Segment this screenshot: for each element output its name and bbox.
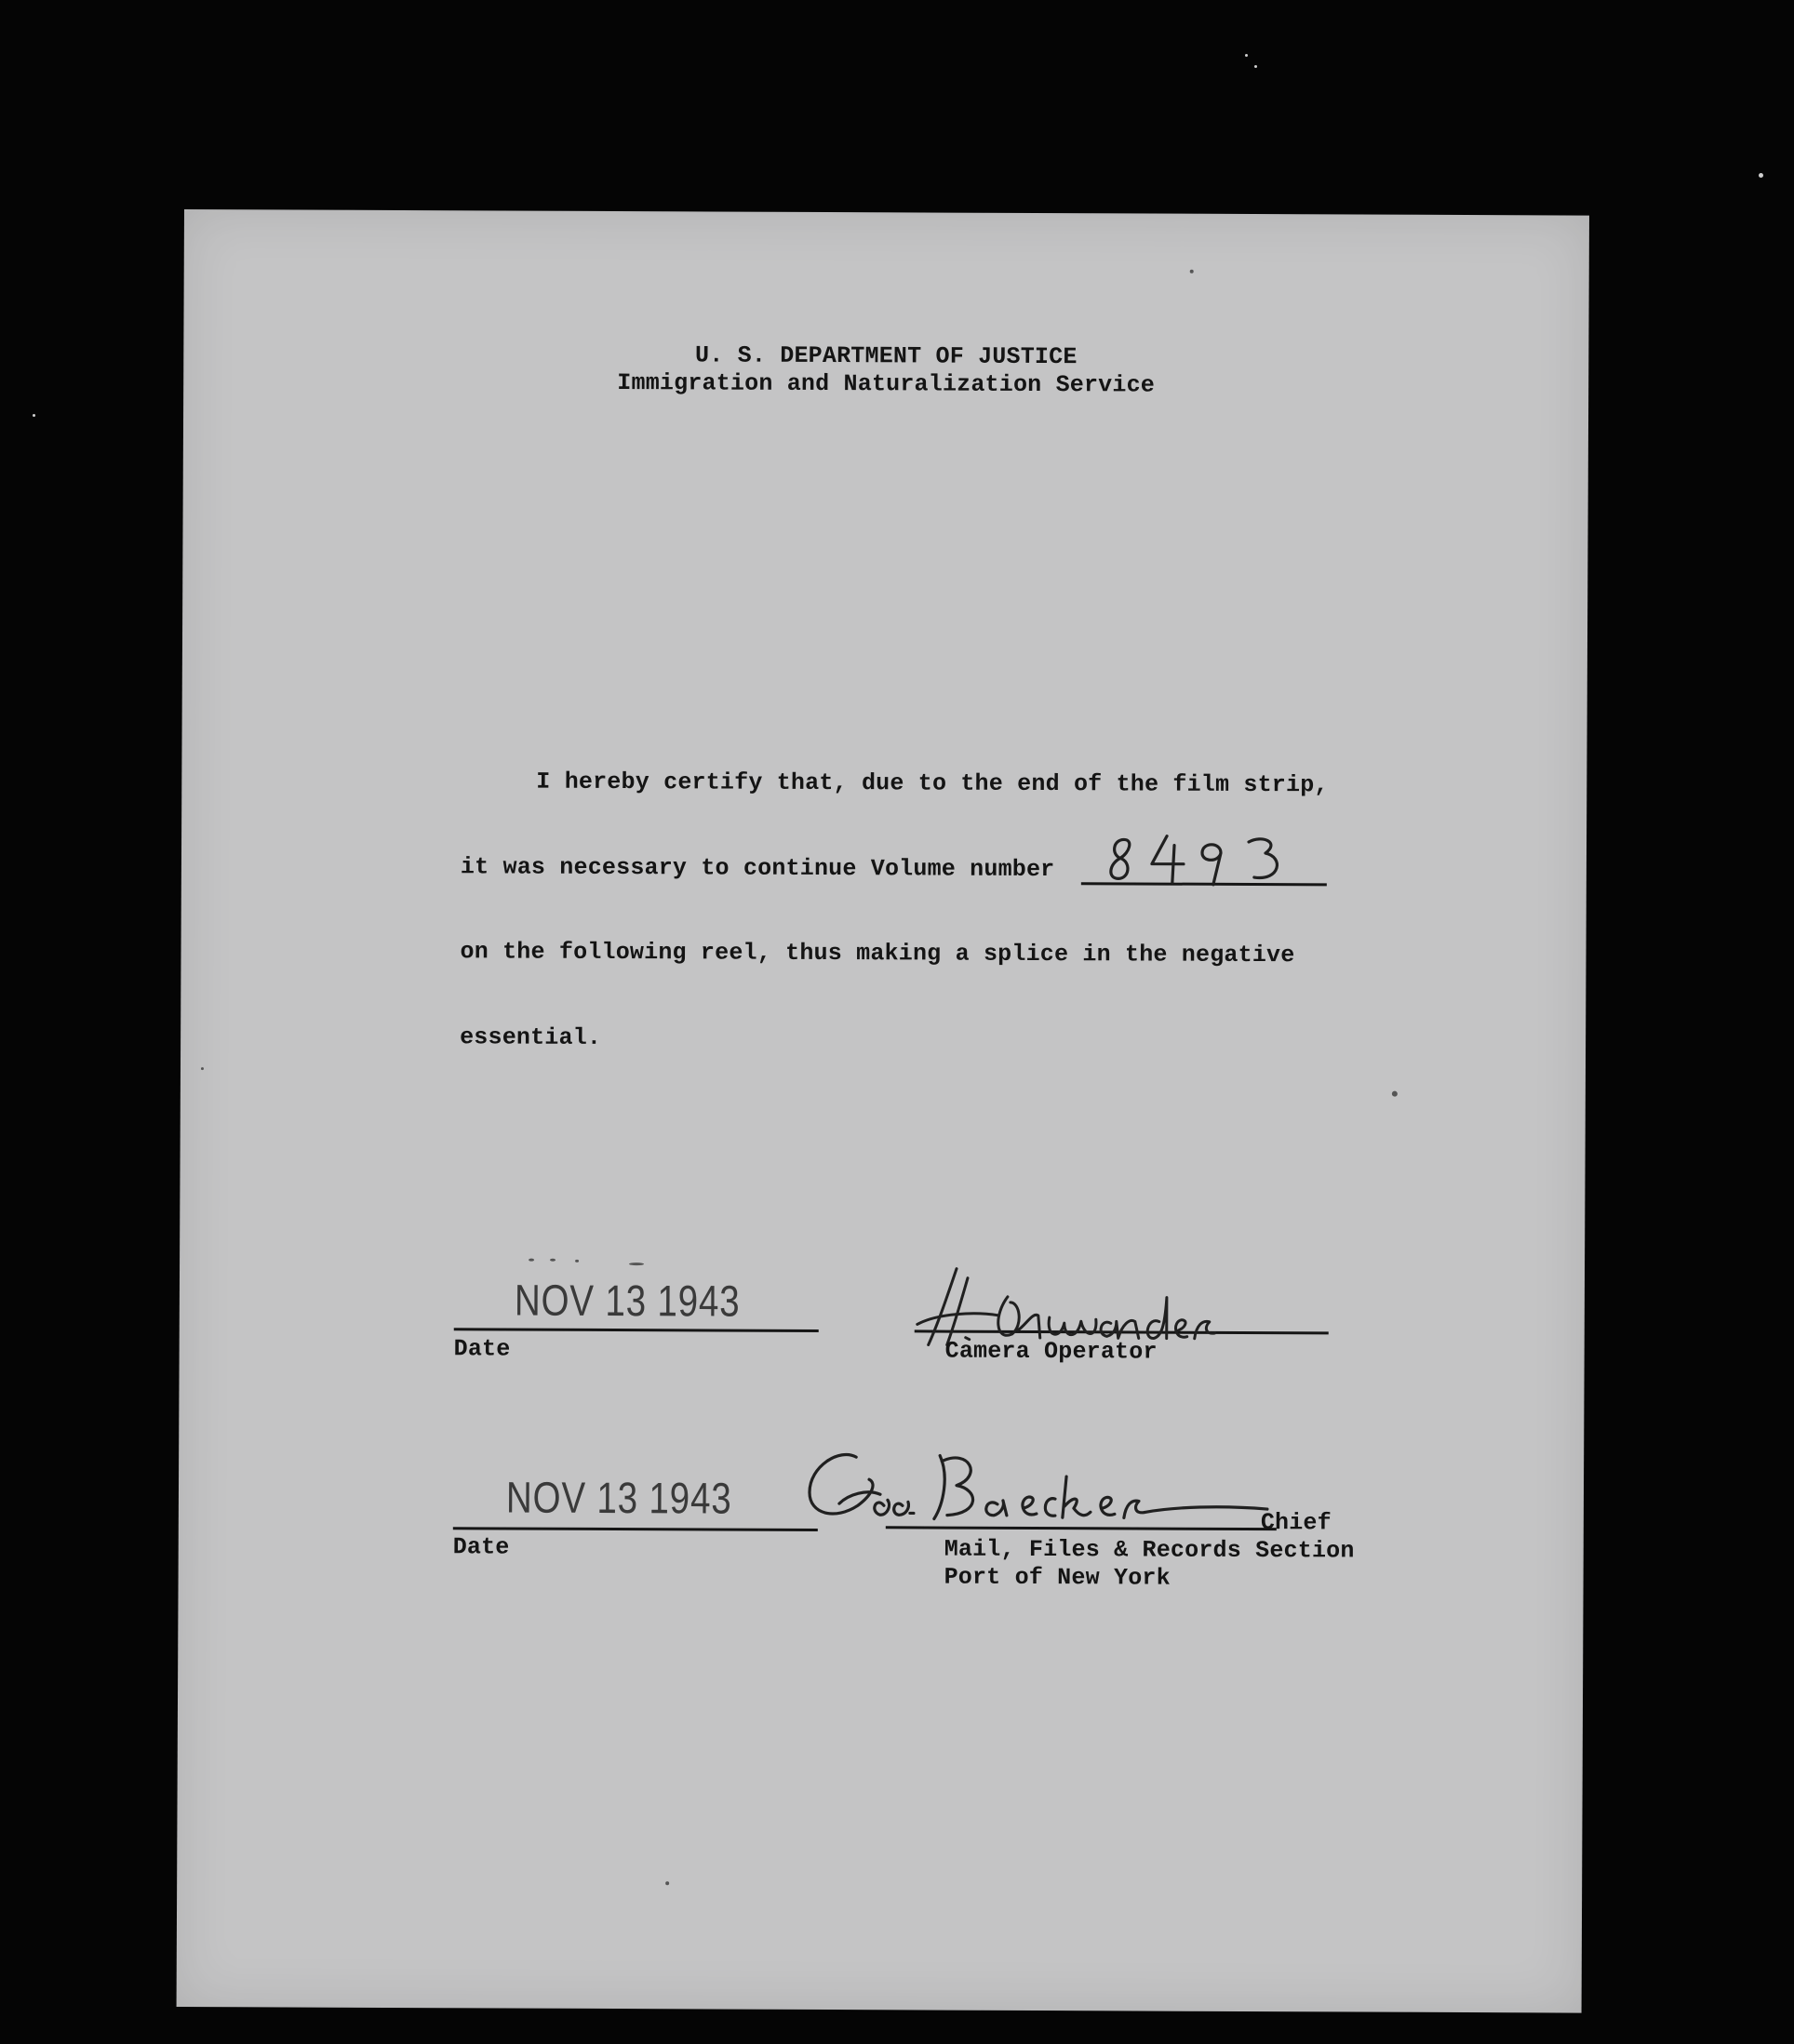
certification-line-1: I hereby certify that, due to the end of the film strip,: [536, 768, 1329, 799]
chief-title-line-1: Mail, Files & Records Section: [944, 1535, 1355, 1565]
scan-speck: [1245, 54, 1248, 57]
scan-speck: [1254, 65, 1257, 68]
paper-speck: [1190, 270, 1194, 274]
date-stamp-1: NOV 13 1943: [514, 1275, 741, 1326]
date-underline-1: [454, 1328, 819, 1332]
agency-subtitle: Immigration and Naturalization Service: [617, 369, 1156, 399]
date-label-2: Date: [452, 1533, 510, 1561]
ink-dot: [629, 1262, 644, 1265]
certification-line-4: essential.: [460, 1023, 602, 1051]
ink-dot: [550, 1259, 556, 1262]
paper-speck: [201, 1067, 204, 1070]
scan-speck: [33, 414, 35, 417]
paper-speck: [665, 1881, 669, 1885]
date-stamp-2: NOV 13 1943: [505, 1472, 732, 1523]
chief-title-line-2: Port of New York: [944, 1563, 1171, 1592]
agency-title: U. S. DEPARTMENT OF JUSTICE: [695, 341, 1078, 371]
chief-signature: [783, 1438, 1286, 1543]
certificate-page: [177, 209, 1589, 2013]
date-label-1: Date: [453, 1335, 511, 1363]
chief-label: Chief: [1260, 1509, 1332, 1537]
scan-speck: [1759, 173, 1763, 178]
ink-dot: [575, 1260, 579, 1262]
volume-number-handwritten: [1098, 832, 1312, 888]
ink-dot: [529, 1259, 534, 1262]
certification-line-3: on the following reel, thus making a splice in the negative: [460, 938, 1295, 969]
camera-operator-label: Camera Operator: [944, 1337, 1158, 1366]
certification-line-2: it was necessary to continue Volume number: [460, 853, 1055, 884]
paper-speck: [1392, 1091, 1398, 1097]
date-underline-2: [453, 1527, 818, 1531]
